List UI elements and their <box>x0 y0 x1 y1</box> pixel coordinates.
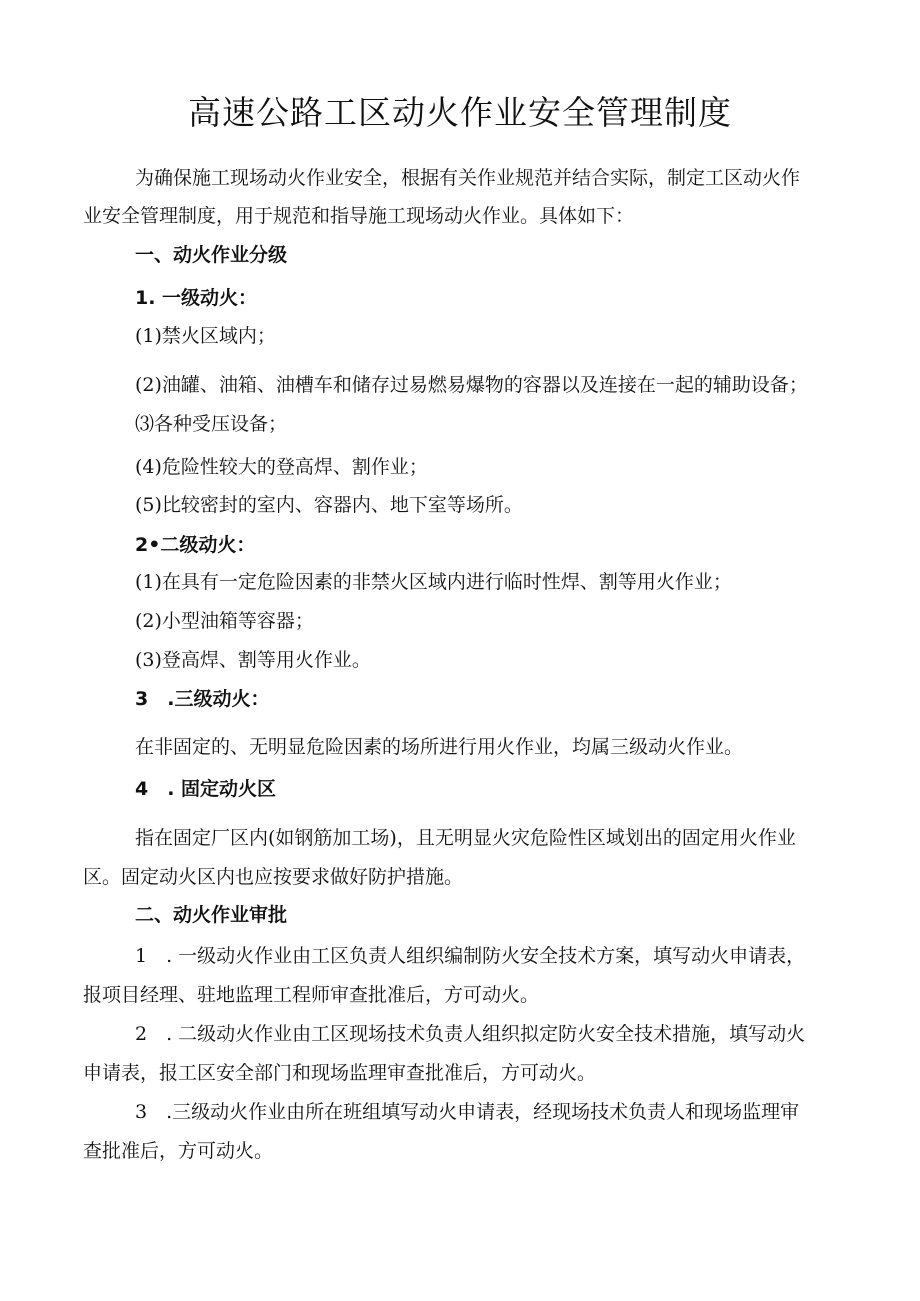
level-2-item-2: (2)小型油箱等容器； <box>135 610 314 632</box>
section-1-heading: 一、动火作业分级 <box>135 244 288 266</box>
intro-line-2: 业安全管理制度，用于规范和指导施工现场动火作业。具体如下： <box>83 205 635 227</box>
fixed-zone-line-1: 指在固定厂区内(如钢筋加工场)，且无明显火灾危险性区域划出的固定用火作业 <box>135 827 796 849</box>
level-1-item-2: (2)油罐、油箱、油槽车和储存过易燃易爆物的容器以及连接在一起的辅助设备； <box>135 374 808 396</box>
approval-3-line-2: 查批准后，方可动火。 <box>83 1140 274 1162</box>
approval-2-line-2: 申请表，报工区安全部门和现场监理审查批准后，方可动火。 <box>83 1062 597 1084</box>
document-title: 高速公路工区动火作业安全管理制度 <box>188 93 732 132</box>
fixed-zone-heading: 4 . 固定动火区 <box>135 778 277 800</box>
level-1-item-4: (4)危险性较大的登高焊、割作业； <box>135 456 428 478</box>
level-3-text: 在非固定的、无明显危险因素的场所进行用火作业，均属三级动火作业。 <box>135 736 744 758</box>
level-2-heading: 2•二级动火： <box>135 534 256 556</box>
intro-line-1: 为确保施工现场动火作业安全，根据有关作业规范并结合实际，制定工区动火作 <box>135 167 801 189</box>
approval-3-line-1: 3 .三级动火作业由所在班组填写动火申请表，经现场技术负责人和现场监理审 <box>135 1101 800 1123</box>
level-2-item-1: (1)在具有一定危险因素的非禁火区域内进行临时性焊、割等用火作业； <box>135 571 732 593</box>
approval-1-line-1: 1 . 一级动火作业由工区负责人组织编制防火安全技术方案，填写动火申请表， <box>135 945 806 967</box>
level-1-item-1: (1)禁火区域内； <box>135 325 276 347</box>
level-3-heading: 3 .三级动火： <box>135 688 270 710</box>
level-2-item-3: (3)登高焊、割等用火作业。 <box>135 649 371 671</box>
fixed-zone-line-2: 区。固定动火区内也应按要求做好防护措施。 <box>83 866 464 888</box>
level-1-item-5: (5)比较密封的室内、容器内、地下室等场所。 <box>135 494 523 516</box>
section-2-heading: 二、动火作业审批 <box>135 904 288 926</box>
level-1-heading: 1. 一级动火： <box>135 287 258 309</box>
level-1-item-3: ⑶各种受压设备； <box>135 413 288 435</box>
approval-1-line-2: 报项目经理、驻地监理工程师审查批准后，方可动火。 <box>83 984 540 1006</box>
approval-2-line-1: 2 . 二级动火作业由工区现场技术负责人组织拟定防火安全技术措施，填写动火 <box>135 1023 806 1045</box>
